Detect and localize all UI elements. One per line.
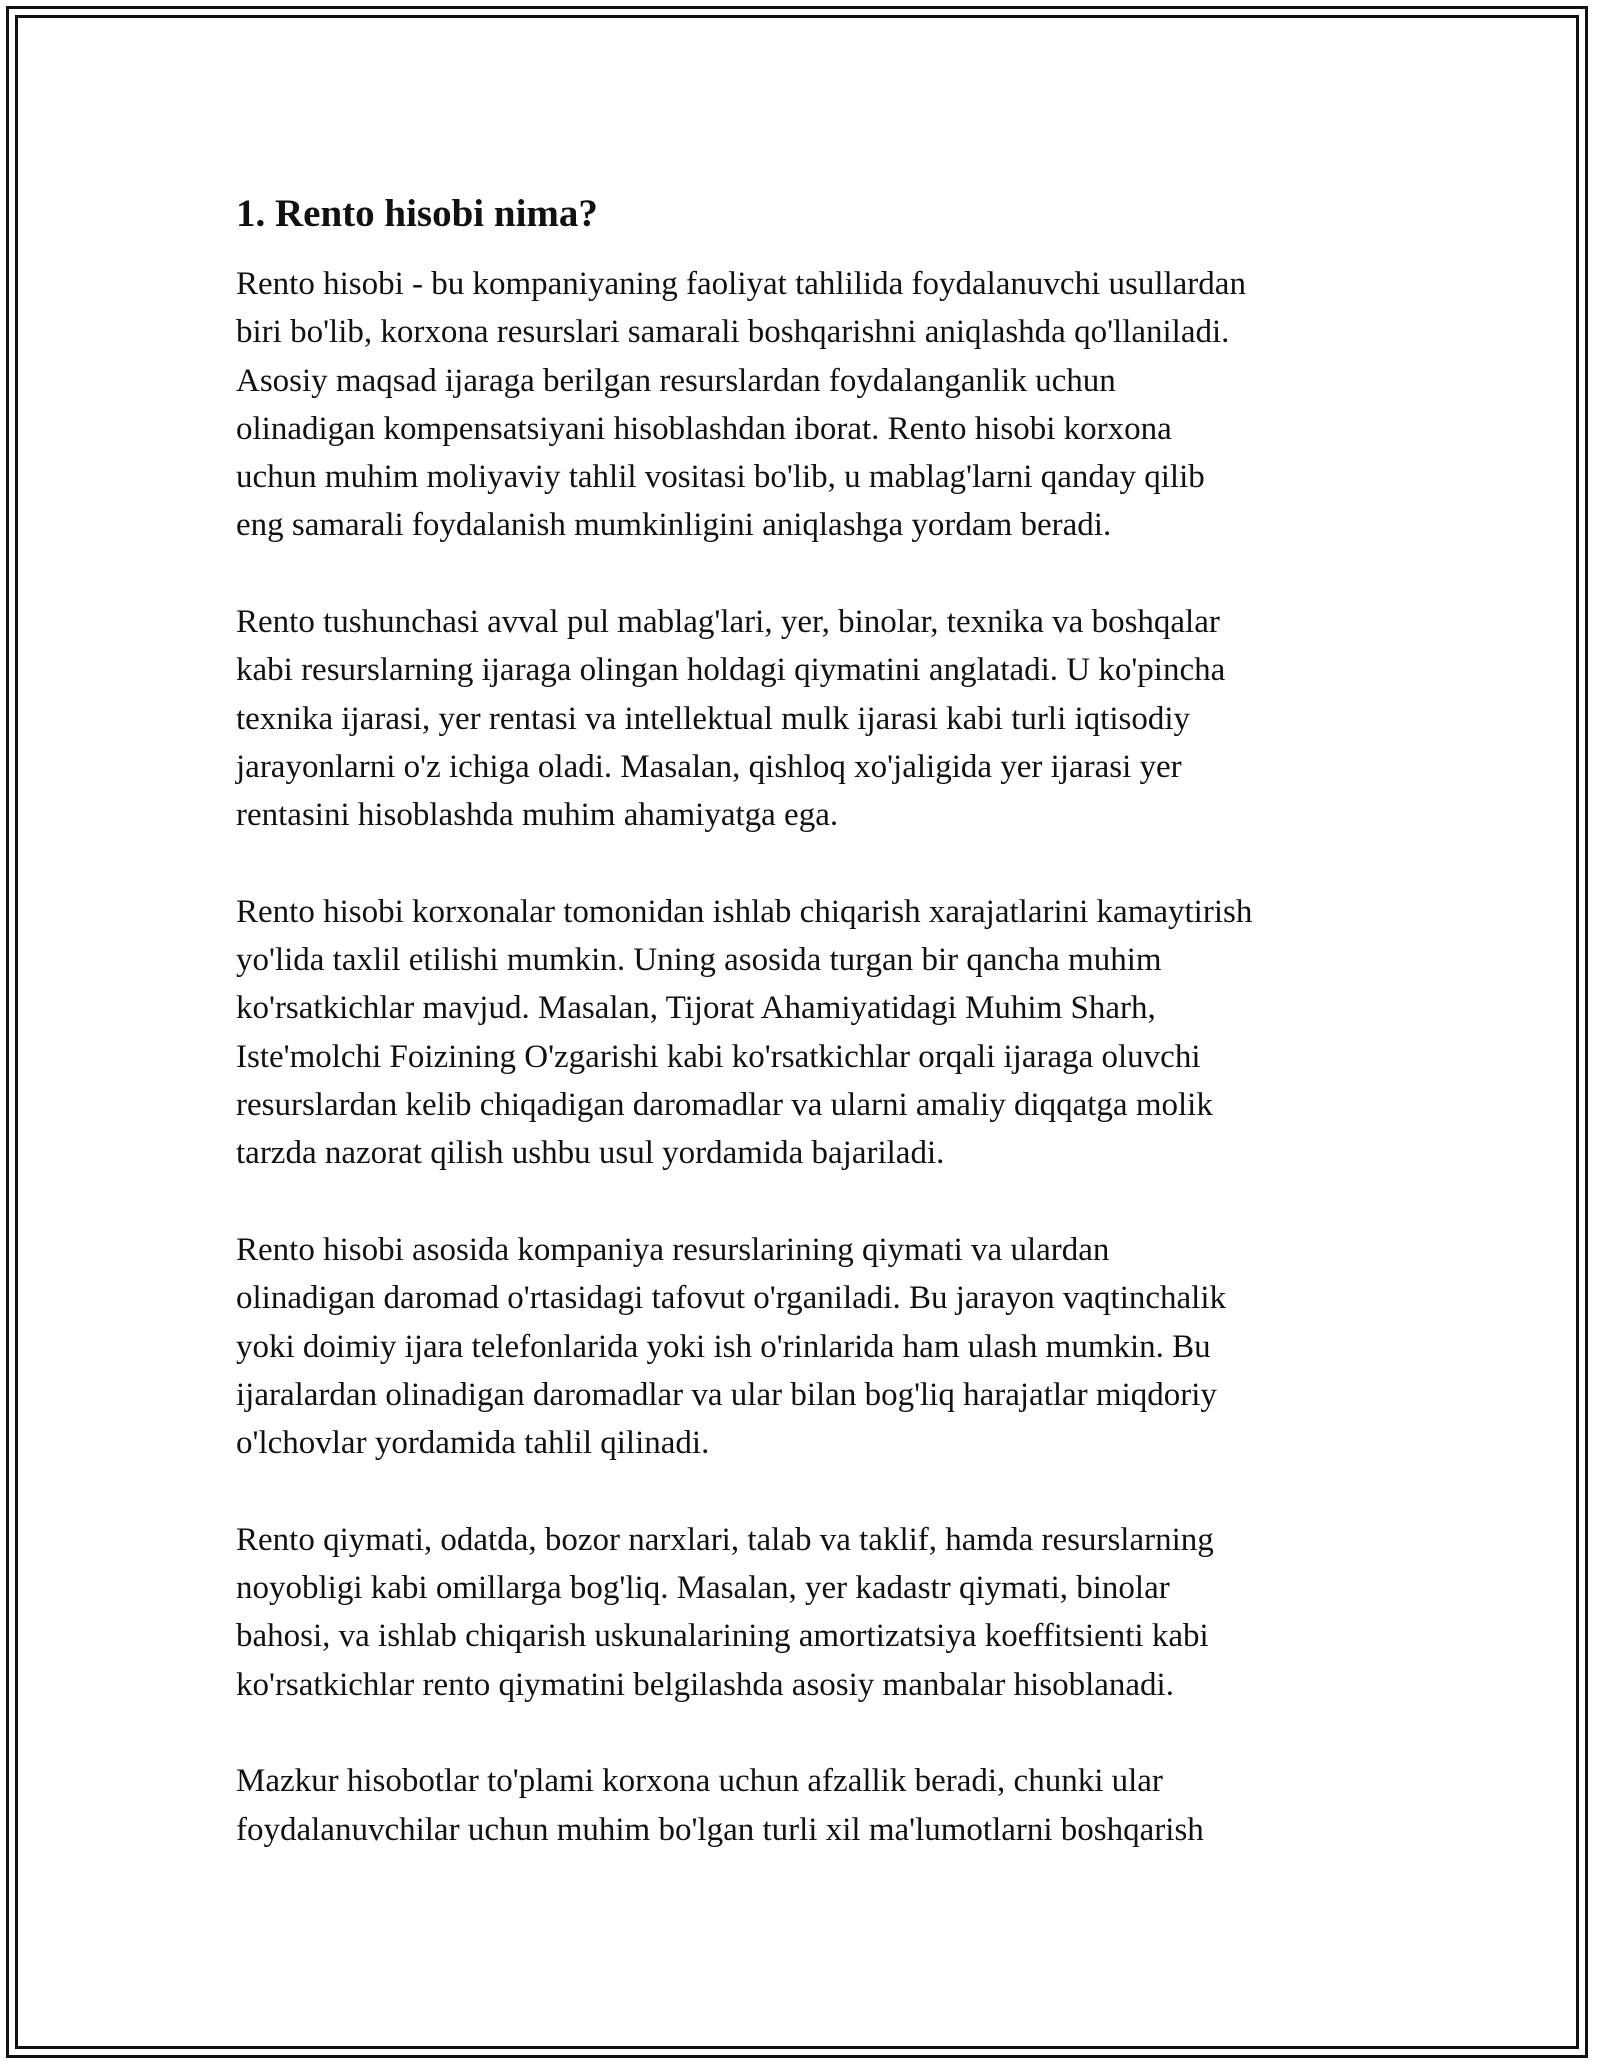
paragraph-4 [236, 1226, 1376, 1467]
text-line: Rento tushunchasi avval pul mablag'lari, yer, binolar, texnika va boshqalar [236, 604, 1220, 641]
text-line: Iste'molchi Foizining O'zgarishi kabi ko'rsatkichlar orqali ijaraga oluvchi [236, 1038, 1201, 1075]
text-line: Asosiy maqsad ijaraga berilgan resurslardan foydalanganlik uchun [236, 362, 1116, 399]
section-heading: 1. Rento hisobi nima? [236, 192, 598, 235]
document-body [236, 178, 1376, 1902]
text-line: kabi resurslarning ijaraga olingan holdagi qiymatini anglatadi. U ko'pincha [236, 652, 1226, 689]
text-line: eng samarali foydalanish mumkinligini aniqlashga yordam beradi. [236, 507, 1112, 544]
text-line: yo'lida taxlil etilishi mumkin. Uning asosida turgan bir qancha muhim [236, 942, 1162, 979]
text-line: ijaralardan olinadigan daromadlar va ular bilan bog'liq harajatlar miqdoriy [236, 1376, 1217, 1413]
paragraph-3 [236, 888, 1376, 1178]
text-line: biri bo'lib, korxona resurslari samarali boshqarishni aniqlashda qo'llaniladi. [236, 314, 1230, 351]
paragraph-2 [236, 598, 1376, 839]
text-line: olinadigan kompensatsiyani hisoblashdan iborat. Rento hisobi korxona [236, 410, 1172, 447]
text-line: olinadigan daromad o'rtasidagi tafovut o'rganiladi. Bu jarayon vaqtinchalik [236, 1280, 1227, 1317]
text-line: Rento hisobi korxonalar tomonidan ishlab chiqarish xarajatlarini kamaytirish [236, 893, 1253, 930]
text-line: o'lchovlar yordamida tahlil qilinadi. [236, 1425, 710, 1462]
text-line: foydalanuvchilar uchun muhim bo'lgan turli xil ma'lumotlarni boshqarish [236, 1811, 1204, 1848]
text-line: tarzda nazorat qilish ushbu usul yordamida bajariladi. [236, 1135, 945, 1172]
text-line: uchun muhim moliyaviy tahlil vositasi bo'lib, u mablag'larni qanday qilib [236, 459, 1205, 496]
text-line: rentasini hisoblashda muhim ahamiyatga ega. [236, 797, 839, 834]
text-line: Mazkur hisobotlar to'plami korxona uchun afzallik beradi, chunki ular [236, 1763, 1163, 1800]
paragraph-1 [236, 260, 1376, 550]
text-line: noyobligi kabi omillarga bog'liq. Masalan, yer kadastr qiymati, binolar [236, 1570, 1170, 1607]
text-line: ko'rsatkichlar mavjud. Masalan, Tijorat Ahamiyatidagi Muhim Sharh, [236, 990, 1156, 1027]
text-line: Rento hisobi asosida kompaniya resurslarining qiymati va ulardan [236, 1231, 1110, 1268]
text-line: bahosi, va ishlab chiqarish uskunalarining amortizatsiya koeffitsienti kabi [236, 1618, 1209, 1655]
text-line: yoki doimiy ijara telefonlarida yoki ish o'rinlarida ham ulash mumkin. Bu [236, 1328, 1211, 1365]
text-line: jarayonlarni o'z ichiga oladi. Masalan, qishloq xo'jaligida yer ijarasi yer [236, 748, 1182, 785]
text-line: texnika ijarasi, yer rentasi va intellektual mulk ijarasi kabi turli iqtisodiy [236, 700, 1191, 737]
text-line: ko'rsatkichlar rento qiymatini belgilashda asosiy manbalar hisoblanadi. [236, 1666, 1174, 1703]
paragraph-5 [236, 1516, 1376, 1709]
text-line: resurslardan kelib chiqadigan daromadlar va ularni amaliy diqqatga molik [236, 1087, 1213, 1124]
text-line: Rento hisobi - bu kompaniyaning faoliyat tahlilida foydalanuvchi usullardan [236, 266, 1246, 302]
text-line: Rento qiymati, odatda, bozor narxlari, talab va taklif, hamda resurslarning [236, 1521, 1214, 1558]
paragraph-6 [236, 1757, 1376, 1854]
